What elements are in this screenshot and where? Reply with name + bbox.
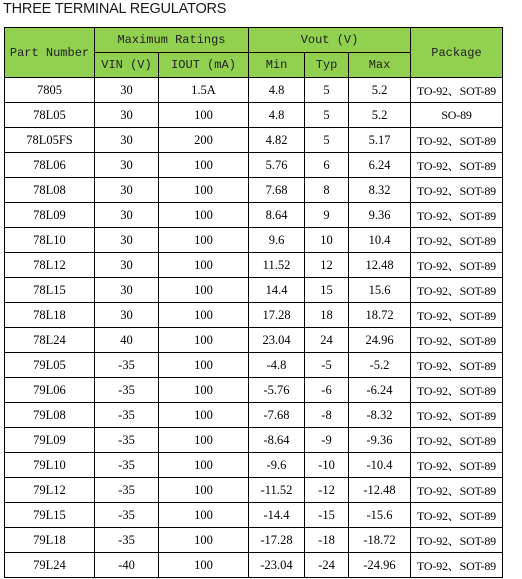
iout-cell: 100 xyxy=(159,153,249,178)
package-cell: TO-92、SOT-89 xyxy=(411,178,503,203)
vout-typ-cell: 5 xyxy=(305,103,349,128)
part-number-cell: 79L15 xyxy=(5,503,95,528)
vout-typ-cell: -5 xyxy=(305,353,349,378)
table-row xyxy=(5,128,503,153)
iout-cell: 100 xyxy=(159,428,249,453)
vin-cell: -35 xyxy=(95,378,159,403)
iout-cell: 100 xyxy=(159,103,249,128)
header-maximum-ratings: Maximum Ratings xyxy=(95,28,249,53)
vin-cell: 30 xyxy=(95,203,159,228)
package-cell: TO-92、SOT-89 xyxy=(411,503,503,528)
table-row xyxy=(5,428,503,453)
table-header xyxy=(5,28,503,78)
vin-cell: 30 xyxy=(95,178,159,203)
part-number-cell: 79L12 xyxy=(5,478,95,503)
vin-cell: 30 xyxy=(95,228,159,253)
iout-cell: 100 xyxy=(159,178,249,203)
vout-max-cell: -18.72 xyxy=(349,528,411,553)
vout-min-cell: -7.68 xyxy=(249,403,305,428)
table-row xyxy=(5,553,503,578)
vout-max-cell: 9.36 xyxy=(349,203,411,228)
package-cell: TO-92、SOT-89 xyxy=(411,353,503,378)
package-cell: TO-92、SOT-89 xyxy=(411,278,503,303)
iout-cell: 100 xyxy=(159,403,249,428)
table-row xyxy=(5,478,503,503)
vout-typ-cell: -18 xyxy=(305,528,349,553)
vout-max-cell: -12.48 xyxy=(349,478,411,503)
vout-typ-cell: 15 xyxy=(305,278,349,303)
table-row xyxy=(5,303,503,328)
vout-min-cell: 4.8 xyxy=(249,78,305,103)
regulators-table xyxy=(4,27,503,578)
package-cell: TO-92、SOT-89 xyxy=(411,328,503,353)
table-row xyxy=(5,153,503,178)
vout-typ-cell: -24 xyxy=(305,553,349,578)
vout-max-cell: 18.72 xyxy=(349,303,411,328)
iout-cell: 100 xyxy=(159,253,249,278)
vout-typ-cell: 5 xyxy=(305,128,349,153)
vout-typ-cell: 5 xyxy=(305,78,349,103)
header-package: Package xyxy=(411,28,503,78)
part-number-cell: 78L09 xyxy=(5,203,95,228)
table-row xyxy=(5,203,503,228)
iout-cell: 100 xyxy=(159,278,249,303)
table-row xyxy=(5,453,503,478)
vout-max-cell: 12.48 xyxy=(349,253,411,278)
vout-min-cell: 23.04 xyxy=(249,328,305,353)
table-body xyxy=(5,78,503,578)
vout-max-cell: -8.32 xyxy=(349,403,411,428)
table-row xyxy=(5,228,503,253)
part-number-cell: 78L10 xyxy=(5,228,95,253)
iout-cell: 100 xyxy=(159,553,249,578)
iout-cell: 100 xyxy=(159,478,249,503)
package-cell: TO-92、SOT-89 xyxy=(411,553,503,578)
part-number-cell: 79L24 xyxy=(5,553,95,578)
iout-cell: 100 xyxy=(159,328,249,353)
vout-typ-cell: -6 xyxy=(305,378,349,403)
part-number-cell: 79L08 xyxy=(5,403,95,428)
part-number-cell: 78L18 xyxy=(5,303,95,328)
vout-min-cell: 14.4 xyxy=(249,278,305,303)
vout-min-cell: -14.4 xyxy=(249,503,305,528)
vin-cell: -35 xyxy=(95,353,159,378)
iout-cell: 1.5A xyxy=(159,78,249,103)
vout-max-cell: 15.6 xyxy=(349,278,411,303)
header-max: Max xyxy=(349,53,411,78)
vin-cell: 30 xyxy=(95,78,159,103)
vin-cell: 30 xyxy=(95,253,159,278)
vout-typ-cell: 24 xyxy=(305,328,349,353)
vout-min-cell: 11.52 xyxy=(249,253,305,278)
package-cell: TO-92、SOT-89 xyxy=(411,403,503,428)
part-number-cell: 78L12 xyxy=(5,253,95,278)
part-number-cell: 78L05 xyxy=(5,103,95,128)
package-cell: TO-92、SOT-89 xyxy=(411,203,503,228)
package-cell: TO-92、SOT-89 xyxy=(411,253,503,278)
vout-typ-cell: 12 xyxy=(305,253,349,278)
vout-min-cell: 4.8 xyxy=(249,103,305,128)
vout-max-cell: 6.24 xyxy=(349,153,411,178)
vin-cell: -35 xyxy=(95,478,159,503)
vout-min-cell: 7.68 xyxy=(249,178,305,203)
iout-cell: 100 xyxy=(159,303,249,328)
header-typ: Typ xyxy=(305,53,349,78)
vout-typ-cell: -12 xyxy=(305,478,349,503)
part-number-cell: 78L24 xyxy=(5,328,95,353)
vout-max-cell: 10.4 xyxy=(349,228,411,253)
package-cell: TO-92、SOT-89 xyxy=(411,78,503,103)
part-number-cell: 78L08 xyxy=(5,178,95,203)
iout-cell: 100 xyxy=(159,378,249,403)
part-number-cell: 79L05 xyxy=(5,353,95,378)
vout-typ-cell: 8 xyxy=(305,178,349,203)
vout-min-cell: 4.82 xyxy=(249,128,305,153)
part-number-cell: 79L09 xyxy=(5,428,95,453)
iout-cell: 100 xyxy=(159,453,249,478)
header-min: Min xyxy=(249,53,305,78)
header-vout: Vout (V) xyxy=(249,28,411,53)
vout-typ-cell: -8 xyxy=(305,403,349,428)
table-row xyxy=(5,528,503,553)
vout-max-cell: 5.17 xyxy=(349,128,411,153)
iout-cell: 100 xyxy=(159,528,249,553)
package-cell: TO-92、SOT-89 xyxy=(411,128,503,153)
vin-cell: 30 xyxy=(95,278,159,303)
iout-cell: 100 xyxy=(159,203,249,228)
vout-max-cell: 8.32 xyxy=(349,178,411,203)
header-vin: VIN (V) xyxy=(95,53,159,78)
header-iout: IOUT (mA) xyxy=(159,53,249,78)
package-cell: TO-92、SOT-89 xyxy=(411,478,503,503)
table-row xyxy=(5,103,503,128)
package-cell: TO-92、SOT-89 xyxy=(411,528,503,553)
table-row xyxy=(5,353,503,378)
vout-typ-cell: -9 xyxy=(305,428,349,453)
package-cell: TO-92、SOT-89 xyxy=(411,303,503,328)
iout-cell: 100 xyxy=(159,228,249,253)
page-title: THREE TERMINAL REGULATORS xyxy=(3,1,227,17)
package-cell: TO-92、SOT-89 xyxy=(411,378,503,403)
vout-max-cell: -6.24 xyxy=(349,378,411,403)
vout-max-cell: 5.2 xyxy=(349,103,411,128)
header-part-number: Part Number xyxy=(5,28,95,78)
package-cell: TO-92、SOT-89 xyxy=(411,428,503,453)
vout-min-cell: -9.6 xyxy=(249,453,305,478)
vin-cell: -35 xyxy=(95,403,159,428)
table-row xyxy=(5,328,503,353)
vin-cell: -40 xyxy=(95,553,159,578)
table-row xyxy=(5,178,503,203)
iout-cell: 100 xyxy=(159,503,249,528)
table-row xyxy=(5,503,503,528)
vout-min-cell: -8.64 xyxy=(249,428,305,453)
vout-max-cell: -10.4 xyxy=(349,453,411,478)
vout-min-cell: -5.76 xyxy=(249,378,305,403)
part-number-cell: 78L06 xyxy=(5,153,95,178)
vout-typ-cell: 18 xyxy=(305,303,349,328)
vout-typ-cell: 10 xyxy=(305,228,349,253)
vin-cell: -35 xyxy=(95,503,159,528)
vin-cell: 30 xyxy=(95,303,159,328)
vout-max-cell: -5.2 xyxy=(349,353,411,378)
vout-min-cell: 9.6 xyxy=(249,228,305,253)
vin-cell: 30 xyxy=(95,153,159,178)
vout-min-cell: -11.52 xyxy=(249,478,305,503)
vout-max-cell: 5.2 xyxy=(349,78,411,103)
table-row xyxy=(5,278,503,303)
iout-cell: 200 xyxy=(159,128,249,153)
vout-max-cell: 24.96 xyxy=(349,328,411,353)
vout-min-cell: -23.04 xyxy=(249,553,305,578)
vout-min-cell: -17.28 xyxy=(249,528,305,553)
vout-typ-cell: 9 xyxy=(305,203,349,228)
table-row xyxy=(5,378,503,403)
vout-typ-cell: -15 xyxy=(305,503,349,528)
package-cell: TO-92、SOT-89 xyxy=(411,228,503,253)
package-cell: SO-89 xyxy=(411,103,503,128)
part-number-cell: 78L05FS xyxy=(5,128,95,153)
vout-max-cell: -15.6 xyxy=(349,503,411,528)
part-number-cell: 7805 xyxy=(5,78,95,103)
vin-cell: 40 xyxy=(95,328,159,353)
vout-typ-cell: 6 xyxy=(305,153,349,178)
package-cell: TO-92、SOT-89 xyxy=(411,153,503,178)
part-number-cell: 79L10 xyxy=(5,453,95,478)
vout-typ-cell: -10 xyxy=(305,453,349,478)
part-number-cell: 78L15 xyxy=(5,278,95,303)
table-row xyxy=(5,403,503,428)
vout-min-cell: 17.28 xyxy=(249,303,305,328)
vin-cell: -35 xyxy=(95,528,159,553)
vout-max-cell: -9.36 xyxy=(349,428,411,453)
vin-cell: 30 xyxy=(95,103,159,128)
iout-cell: 100 xyxy=(159,353,249,378)
package-cell: TO-92、SOT-89 xyxy=(411,453,503,478)
vin-cell: 30 xyxy=(95,128,159,153)
vout-min-cell: 8.64 xyxy=(249,203,305,228)
part-number-cell: 79L06 xyxy=(5,378,95,403)
part-number-cell: 79L18 xyxy=(5,528,95,553)
table-row xyxy=(5,78,503,103)
vin-cell: -35 xyxy=(95,453,159,478)
vout-min-cell: -4.8 xyxy=(249,353,305,378)
table-row xyxy=(5,253,503,278)
vout-max-cell: -24.96 xyxy=(349,553,411,578)
vout-min-cell: 5.76 xyxy=(249,153,305,178)
vin-cell: -35 xyxy=(95,428,159,453)
